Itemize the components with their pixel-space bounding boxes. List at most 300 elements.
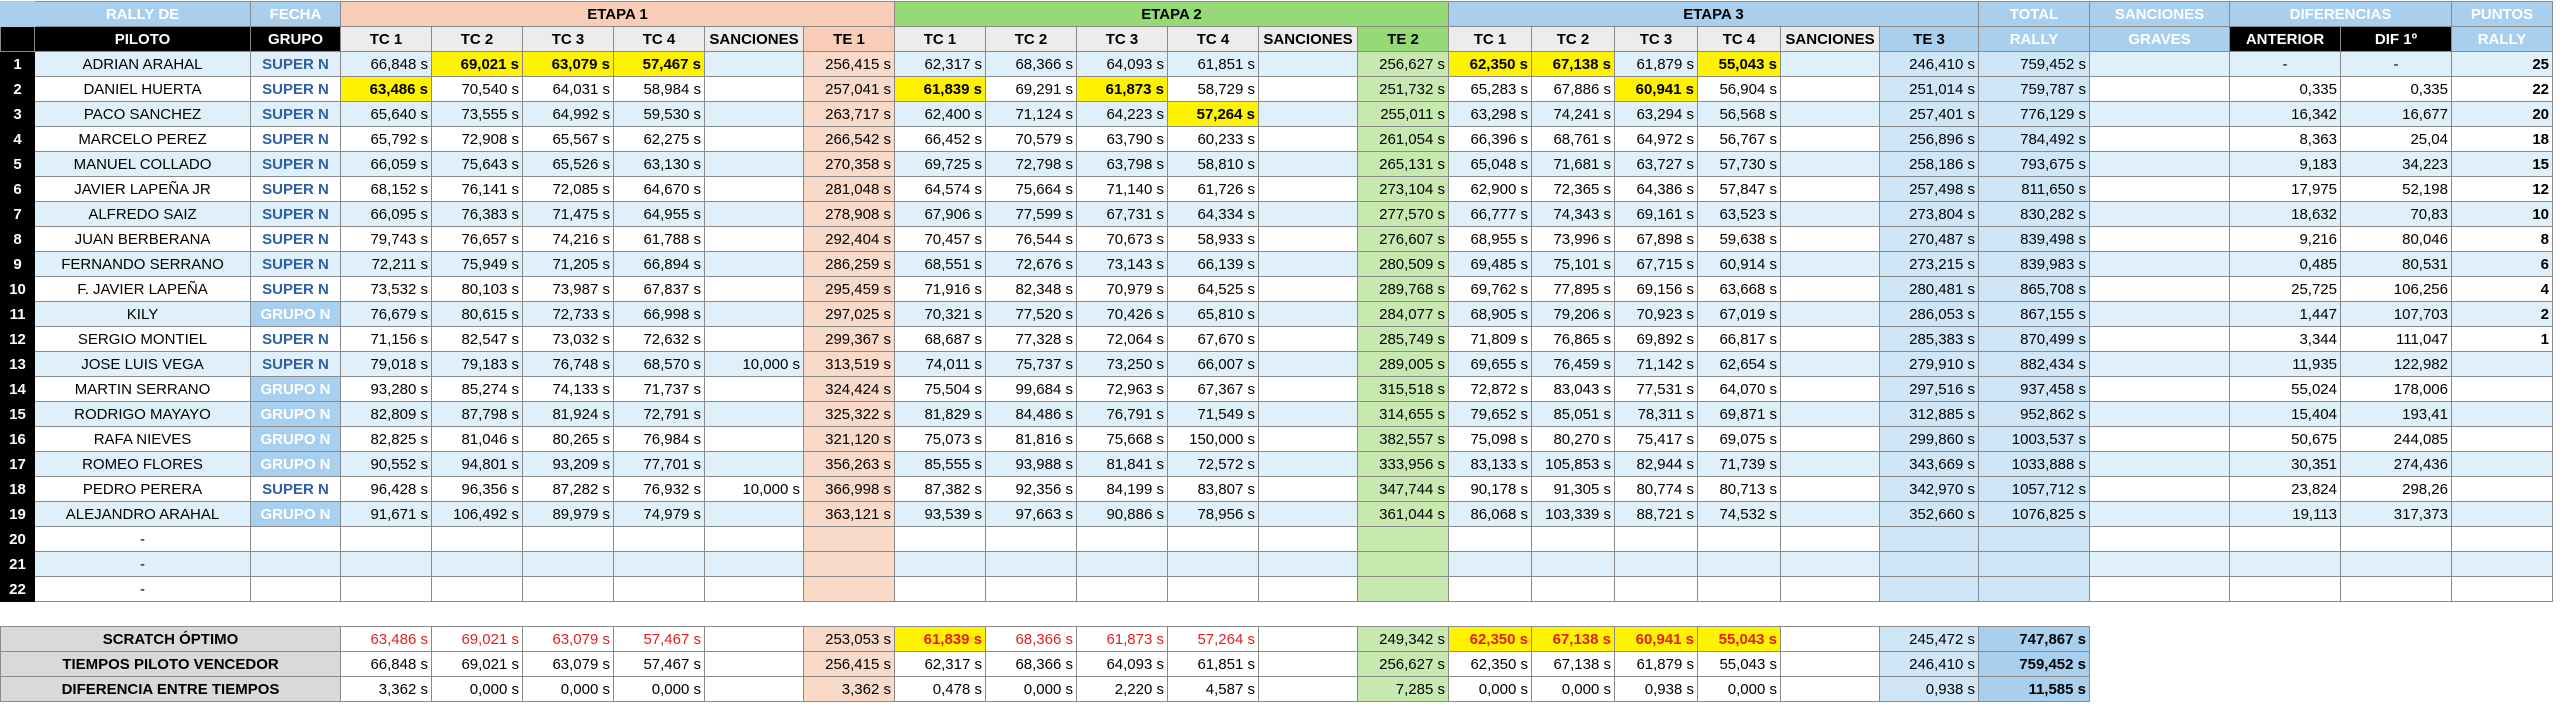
stage1-penalty [705,202,804,227]
summary-table [0,626,2090,702]
rally-points [2452,577,2553,602]
rally-points: 4 [2452,277,2553,302]
stage2-tc2-time: 72,798 s [986,152,1077,177]
stage2-total: 314,655 s [1358,402,1449,427]
table-row [1,177,2553,202]
diff-previous: 1,447 [2230,302,2341,327]
stage3-tc2-time: 74,343 s [1532,202,1615,227]
row-number: 6 [1,177,35,202]
stage1-total: 363,121 s [804,502,895,527]
pilot-name: F. JAVIER LAPEÑA [35,277,251,302]
row-number: 4 [1,127,35,152]
serious-penalties [2090,202,2230,227]
diff-previous: 15,404 [2230,402,2341,427]
stage3-tc3-time: 71,142 s [1615,352,1698,377]
stage1-tc4-time: 64,670 s [614,177,705,202]
row-number: 15 [1,402,35,427]
diff-previous [2230,552,2341,577]
summary-stage2-tc4: 57,264 s [1168,627,1259,652]
table-row [1,102,2553,127]
stage1-total: 257,041 s [804,77,895,102]
header-total-rally-2: RALLY [1979,27,2090,52]
header-diferencias: DIFERENCIAS [2230,2,2452,27]
pilot-name: MANUEL COLLADO [35,152,251,177]
diff-first: - [2341,52,2452,77]
summary-stage1-total: 3,362 s [804,677,895,702]
summary-stage2-penalty [1259,627,1358,652]
stage3-total: 352,660 s [1880,502,1979,527]
rally-total: 811,650 s [1979,177,2090,202]
header-total-rally: TOTAL [1979,2,2090,27]
row-number: 14 [1,377,35,402]
stage2-tc3-time: 71,140 s [1077,177,1168,202]
stage1-penalty: 10,000 s [705,477,804,502]
stage1-total: 266,542 s [804,127,895,152]
stage2-penalty [1259,577,1358,602]
stage2-tc3-time: 84,199 s [1077,477,1168,502]
stage2-tc1-time: 68,687 s [895,327,986,352]
stage1-tc4-time: 61,788 s [614,227,705,252]
stage1-tc1-time: 96,428 s [341,477,432,502]
stage2-tc3-time: 63,798 s [1077,152,1168,177]
stage3-tc1-time: 72,872 s [1449,377,1532,402]
stage1-tc1-time [341,527,432,552]
summary-stage3-tc1: 62,350 s [1449,652,1532,677]
rally-total: 839,498 s [1979,227,2090,252]
stage3-tc1-time: 63,298 s [1449,102,1532,127]
stage2-tc1-time: 85,555 s [895,452,986,477]
stage1-tc2-time: 82,547 s [432,327,523,352]
row-number: 19 [1,502,35,527]
stage2-penalty [1259,127,1358,152]
header-etapa-1: ETAPA 1 [341,2,895,27]
stage1-total [804,527,895,552]
stage3-penalty [1781,502,1880,527]
stage3-tc3-time: 82,944 s [1615,452,1698,477]
stage3-total: 251,014 s [1880,77,1979,102]
stage3-tc2-time [1532,527,1615,552]
stage2-penalty [1259,277,1358,302]
stage1-total: 299,367 s [804,327,895,352]
stage2-total: 347,744 s [1358,477,1449,502]
pilot-name: JOSE LUIS VEGA [35,352,251,377]
stage1-tc3-time: 71,475 s [523,202,614,227]
group-badge: GRUPO N [251,402,341,427]
stage2-tc2-time: 93,988 s [986,452,1077,477]
stage2-tc3-time: 73,250 s [1077,352,1168,377]
stage1-tc2-time: 106,492 s [432,502,523,527]
stage2-tc4-time: 58,810 s [1168,152,1259,177]
table-row [1,277,2553,302]
header-puntos-2: RALLY [2452,27,2553,52]
rally-total: 882,434 s [1979,352,2090,377]
table-row [1,527,2553,552]
header-puntos: PUNTOS [2452,2,2553,27]
stage1-total: 356,263 s [804,452,895,477]
stage1-tc4-time [614,527,705,552]
stage2-tc4-time [1168,527,1259,552]
group-badge: GRUPO N [251,427,341,452]
stage3-penalty [1781,227,1880,252]
rally-points: 6 [2452,252,2553,277]
summary-stage3-penalty [1781,652,1880,677]
rally-points [2452,402,2553,427]
stage2-penalty [1259,377,1358,402]
stage3-penalty [1781,252,1880,277]
pilot-name: RAFA NIEVES [35,427,251,452]
summary-row [1,677,2090,702]
row-number: 22 [1,577,35,602]
header-e2-tc3: TC 3 [1077,27,1168,52]
stage1-tc3-time [523,527,614,552]
summary-stage2-tc1: 0,478 s [895,677,986,702]
stage1-tc4-time: 66,894 s [614,252,705,277]
stage1-tc1-time: 82,825 s [341,427,432,452]
stage3-tc2-time: 103,339 s [1532,502,1615,527]
row-number: 18 [1,477,35,502]
stage1-tc2-time: 79,183 s [432,352,523,377]
stage3-penalty [1781,302,1880,327]
group-badge: SUPER N [251,52,341,77]
stage1-tc3-time: 89,979 s [523,502,614,527]
stage3-tc1-time: 75,098 s [1449,427,1532,452]
stage1-total: 321,120 s [804,427,895,452]
stage2-tc4-time: 150,000 s [1168,427,1259,452]
stage3-tc3-time [1615,552,1698,577]
diff-previous: 25,725 [2230,277,2341,302]
stage2-penalty [1259,252,1358,277]
stage3-tc4-time: 63,668 s [1698,277,1781,302]
stage3-total: 297,516 s [1880,377,1979,402]
summary-stage1-penalty [705,627,804,652]
serious-penalties [2090,552,2230,577]
stage3-tc1-time: 62,900 s [1449,177,1532,202]
stage3-tc4-time: 56,767 s [1698,127,1781,152]
stage3-total: 273,804 s [1880,202,1979,227]
stage2-penalty [1259,527,1358,552]
stage2-tc4-time: 58,933 s [1168,227,1259,252]
summary-label: DIFERENCIA ENTRE TIEMPOS [1,677,341,702]
stage2-tc2-time: 76,544 s [986,227,1077,252]
stage1-tc3-time [523,577,614,602]
rally-points [2452,552,2553,577]
diff-previous: 16,342 [2230,102,2341,127]
stage1-tc4-time: 66,998 s [614,302,705,327]
stage2-penalty [1259,202,1358,227]
stage2-penalty [1259,502,1358,527]
summary-stage3-tc4: 55,043 s [1698,652,1781,677]
stage2-tc3-time: 73,143 s [1077,252,1168,277]
stage2-tc3-time [1077,527,1168,552]
stage1-tc1-time: 90,552 s [341,452,432,477]
diff-previous: 0,335 [2230,77,2341,102]
header-e2-tc4: TC 4 [1168,27,1259,52]
group-badge: SUPER N [251,252,341,277]
group-badge: GRUPO N [251,502,341,527]
row-number: 7 [1,202,35,227]
summary-stage3-penalty [1781,627,1880,652]
table-row [1,202,2553,227]
stage2-tc1-time: 64,574 s [895,177,986,202]
stage1-tc2-time: 72,908 s [432,127,523,152]
row-number: 20 [1,527,35,552]
stage2-tc4-time: 58,729 s [1168,77,1259,102]
diff-first: 178,006 [2341,377,2452,402]
summary-stage3-tc4: 55,043 s [1698,627,1781,652]
stage2-penalty [1259,327,1358,352]
stage3-tc1-time: 83,133 s [1449,452,1532,477]
stage3-tc4-time: 74,532 s [1698,502,1781,527]
stage3-total: 270,487 s [1880,227,1979,252]
stage3-tc4-time: 57,847 s [1698,177,1781,202]
rally-points [2452,427,2553,452]
rally-points: 15 [2452,152,2553,177]
stage3-tc3-time: 64,972 s [1615,127,1698,152]
stage1-penalty [705,577,804,602]
stage1-tc1-time: 91,671 s [341,502,432,527]
stage3-total: 342,970 s [1880,477,1979,502]
stage2-total: 361,044 s [1358,502,1449,527]
stage2-tc3-time: 64,223 s [1077,102,1168,127]
stage1-total [804,552,895,577]
header-te3: TE 3 [1880,27,1979,52]
stage1-total: 325,322 s [804,402,895,427]
stage2-tc1-time: 74,011 s [895,352,986,377]
stage3-tc1-time: 66,777 s [1449,202,1532,227]
serious-penalties [2090,377,2230,402]
group-badge: SUPER N [251,352,341,377]
diff-previous: 18,632 [2230,202,2341,227]
stage3-penalty [1781,402,1880,427]
diff-previous: 19,113 [2230,502,2341,527]
summary-label: TIEMPOS PILOTO VENCEDOR [1,652,341,677]
stage3-tc4-time: 59,638 s [1698,227,1781,252]
table-row [1,427,2553,452]
row-number: 16 [1,427,35,452]
stage1-penalty [705,227,804,252]
stage2-tc3-time: 75,668 s [1077,427,1168,452]
stage2-tc4-time: 57,264 s [1168,102,1259,127]
serious-penalties [2090,452,2230,477]
results-table [0,1,2553,602]
diff-first: 107,703 [2341,302,2452,327]
rally-total: 776,129 s [1979,102,2090,127]
pilot-name: ALFREDO SAIZ [35,202,251,227]
group-badge: SUPER N [251,77,341,102]
stage3-tc1-time: 90,178 s [1449,477,1532,502]
row-number: 12 [1,327,35,352]
diff-first [2341,527,2452,552]
diff-first: 274,436 [2341,452,2452,477]
summary-stage1-tc4: 57,467 s [614,627,705,652]
stage3-penalty [1781,102,1880,127]
summary-stage1-tc1: 66,848 s [341,652,432,677]
pilot-name: ROMEO FLORES [35,452,251,477]
summary-stage1-penalty [705,652,804,677]
serious-penalties [2090,252,2230,277]
stage3-tc2-time: 71,681 s [1532,152,1615,177]
diff-first: 34,223 [2341,152,2452,177]
stage1-tc3-time: 65,567 s [523,127,614,152]
pilot-name: - [35,552,251,577]
serious-penalties [2090,302,2230,327]
stage1-total: 324,424 s [804,377,895,402]
stage3-penalty [1781,327,1880,352]
stage1-tc1-time: 66,848 s [341,52,432,77]
serious-penalties [2090,327,2230,352]
group-badge: SUPER N [251,327,341,352]
table-row [1,252,2553,277]
table-row [1,477,2553,502]
summary-stage3-tc2: 67,138 s [1532,627,1615,652]
serious-penalties [2090,177,2230,202]
summary-stage2-penalty [1259,677,1358,702]
stage1-tc4-time: 63,130 s [614,152,705,177]
stage1-tc2-time: 75,949 s [432,252,523,277]
summary-stage3-tc2: 0,000 s [1532,677,1615,702]
stage2-tc2-time: 77,328 s [986,327,1077,352]
stage3-tc3-time: 69,892 s [1615,327,1698,352]
stage1-tc3-time: 72,733 s [523,302,614,327]
group-badge: GRUPO N [251,302,341,327]
stage3-total: 312,885 s [1880,402,1979,427]
stage2-total: 280,509 s [1358,252,1449,277]
stage2-total: 276,607 s [1358,227,1449,252]
stage2-total: 277,570 s [1358,202,1449,227]
stage3-tc2-time: 79,206 s [1532,302,1615,327]
stage3-tc2-time: 67,138 s [1532,52,1615,77]
stage2-total: 382,557 s [1358,427,1449,452]
header-e3-tc4: TC 4 [1698,27,1781,52]
header-piloto: PILOTO [35,27,251,52]
header-sanciones-graves: SANCIONES [2090,2,2230,27]
serious-penalties [2090,52,2230,77]
stage3-tc3-time: 61,879 s [1615,52,1698,77]
table-row [1,352,2553,377]
rally-total: 793,675 s [1979,152,2090,177]
summary-stage1-tc1: 63,486 s [341,627,432,652]
stage1-tc2-time: 87,798 s [432,402,523,427]
summary-stage2-tc2: 0,000 s [986,677,1077,702]
stage1-total [804,577,895,602]
stage1-tc4-time: 58,984 s [614,77,705,102]
stage1-penalty [705,177,804,202]
stage1-tc1-time: 82,809 s [341,402,432,427]
stage2-tc4-time [1168,577,1259,602]
stage2-total: 273,104 s [1358,177,1449,202]
stage2-penalty [1259,302,1358,327]
stage1-penalty [705,402,804,427]
stage2-tc3-time: 64,093 s [1077,52,1168,77]
stage3-tc2-time: 105,853 s [1532,452,1615,477]
stage3-tc2-time: 76,865 s [1532,327,1615,352]
rally-total: 784,492 s [1979,127,2090,152]
stage3-total: 279,910 s [1880,352,1979,377]
stage3-tc2-time [1532,577,1615,602]
stage2-tc4-time: 66,007 s [1168,352,1259,377]
stage2-tc1-time: 69,725 s [895,152,986,177]
stage1-tc2-time: 76,657 s [432,227,523,252]
stage2-tc3-time [1077,577,1168,602]
diff-first: 193,41 [2341,402,2452,427]
stage3-tc4-time [1698,552,1781,577]
serious-penalties [2090,77,2230,102]
stage2-total: 315,518 s [1358,377,1449,402]
rally-total: 1003,537 s [1979,427,2090,452]
stage3-tc1-time [1449,577,1532,602]
stage2-tc2-time [986,577,1077,602]
stage2-tc4-time: 67,670 s [1168,327,1259,352]
stage2-tc2-time: 72,676 s [986,252,1077,277]
stage1-tc4-time [614,552,705,577]
stage1-tc4-time: 76,984 s [614,427,705,452]
stage3-tc2-time: 80,270 s [1532,427,1615,452]
summary-rally-total: 747,867 s [1979,627,2090,652]
table-row [1,402,2553,427]
stage1-penalty [705,277,804,302]
stage1-tc1-time: 65,640 s [341,102,432,127]
stage1-tc3-time: 76,748 s [523,352,614,377]
summary-stage1-tc2: 69,021 s [432,627,523,652]
stage1-tc1-time: 68,152 s [341,177,432,202]
rally-points: 20 [2452,102,2553,127]
serious-penalties [2090,127,2230,152]
stage3-tc1-time [1449,552,1532,577]
summary-stage2-penalty [1259,652,1358,677]
rally-points [2452,377,2553,402]
stage1-tc3-time: 74,133 s [523,377,614,402]
summary-stage3-total: 0,938 s [1880,677,1979,702]
summary-row [1,652,2090,677]
header-e3-sanciones: SANCIONES [1781,27,1880,52]
summary-stage3-tc2: 67,138 s [1532,652,1615,677]
stage3-penalty [1781,552,1880,577]
stage1-tc4-time: 62,275 s [614,127,705,152]
stage1-penalty: 10,000 s [705,352,804,377]
stage2-total: 289,768 s [1358,277,1449,302]
group-badge: SUPER N [251,277,341,302]
header-e2-tc1: TC 1 [895,27,986,52]
stage3-tc2-time: 67,886 s [1532,77,1615,102]
stage3-total [1880,527,1979,552]
stage3-tc1-time: 69,762 s [1449,277,1532,302]
stage3-tc2-time: 72,365 s [1532,177,1615,202]
stage1-tc1-time [341,552,432,577]
stage2-penalty [1259,452,1358,477]
stage2-tc3-time: 70,979 s [1077,277,1168,302]
diff-first: 298,26 [2341,477,2452,502]
stage2-tc4-time: 78,956 s [1168,502,1259,527]
diff-first: 16,677 [2341,102,2452,127]
stage3-tc2-time: 83,043 s [1532,377,1615,402]
group-badge: GRUPO N [251,452,341,477]
summary-stage2-tc4: 61,851 s [1168,652,1259,677]
header-e1-sanciones: SANCIONES [705,27,804,52]
stage3-tc1-time: 62,350 s [1449,52,1532,77]
stage3-total: 280,481 s [1880,277,1979,302]
stage1-tc3-time: 93,209 s [523,452,614,477]
stage3-tc4-time: 63,523 s [1698,202,1781,227]
header-row-1 [1,2,2553,27]
stage3-tc2-time [1532,552,1615,577]
rally-points [2452,477,2553,502]
row-number: 5 [1,152,35,177]
rally-total [1979,552,2090,577]
rally-points [2452,452,2553,477]
header-dif1: DIF 1º [2341,27,2452,52]
stage1-tc1-time: 66,095 s [341,202,432,227]
stage2-tc3-time: 70,673 s [1077,227,1168,252]
